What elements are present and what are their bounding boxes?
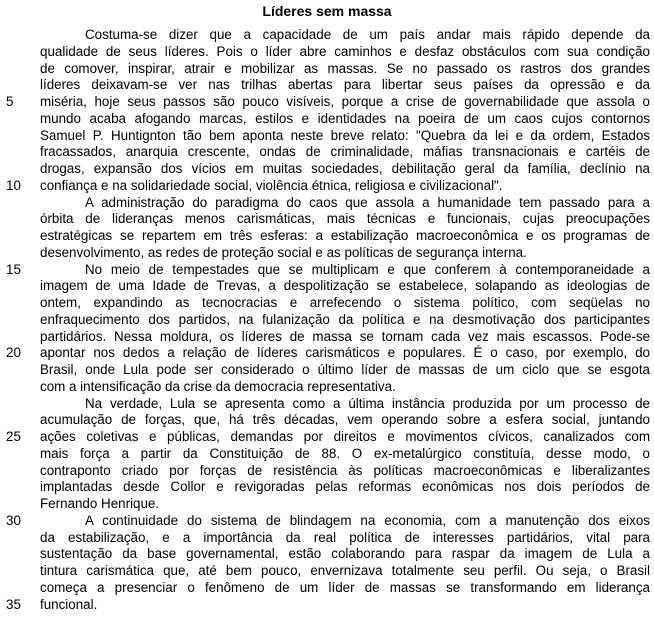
line-text: drogas, expansão dos vícios em muitas sociedades, debilitação geral da família, declínio na [40,161,650,176]
line-text: funcional. [40,596,98,612]
text-line [0,77,654,94]
line-text: líderes deixavam-se ver nas trilhas abertas para libertar seus países da opressão e da [40,77,650,93]
line-number: 10 [6,177,21,193]
text-line [0,513,654,530]
text-line [0,94,654,111]
line-number [0,77,40,94]
line-text: No meio de tempestades que se multiplicam e que conferem à contemporaneidade a [85,261,650,277]
text-line [0,446,654,463]
line-text: mais força a partir da Constituição de 88. O ex-metalúrgico constituía, desse modo, o [40,445,650,461]
text-line [0,329,654,346]
text-line [0,278,654,295]
line-text: estratégicas se repartem em três esferas: a estabilização macroeconômica e os programas de [40,228,650,243]
line-text: miséria, hoje seus passos são pouco visíveis, porque a crise de governabilidade que assola o [40,94,650,109]
text-line [0,228,654,245]
line-text: Brasil, onde Lula pode ser considerado o último líder de massas de um ciclo que se esgota [40,362,650,377]
line-number [0,211,40,228]
text-line [0,295,654,312]
text-line [0,44,654,61]
line-text: tintura carismática que, até bem pouco, envernizava totalmente seu perfil. Ou seja, o Brasil [40,563,650,578]
text-line [0,396,654,413]
line-number [0,128,40,145]
line-text: contraponto criado por forças de resistência às políticas macroeconômicas e liberalizantes [40,462,650,478]
line-text: da estabilização, e a importância da real política de interesses partidários, vital para [40,529,650,545]
line-text: Costuma-se dizer que a capacidade de um país andar mais rápido depende da [85,27,650,42]
text-line [0,61,654,78]
line-number [0,362,40,379]
line-number: 25 [6,429,21,444]
line-text: com a intensificação da crise da democracia representativa. [40,378,396,394]
text-body [0,27,654,613]
line-number [0,144,40,161]
text-line [0,379,654,396]
line-number: 35 [6,596,21,612]
line-text: ontem, expandindo as tecnocracias e arrefecendo o sistema político, com seqüelas no [40,295,650,310]
text-line [0,580,654,597]
line-number [0,379,40,396]
text-line [0,128,654,145]
line-number [0,396,40,413]
line-number [0,496,40,513]
line-number [0,245,40,262]
text-line [0,496,654,513]
line-number [0,195,40,212]
line-text: qualidade de seus líderes. Pois o líder abre caminhos e desfaz obstáculos com sua condição [40,43,650,59]
line-text: confiança e na solidariedade social, violência étnica, religiosa e civilizacional". [40,177,503,193]
text-line [0,463,654,480]
line-text: enfraquecimento dos partidos, na fulanização da política e na desmotivação dos participantes [40,311,650,327]
line-number [0,44,40,61]
text-line [0,245,654,262]
line-number [0,446,40,463]
line-number [0,479,40,496]
line-number [0,111,40,128]
line-number [0,27,40,44]
line-text: A administração do paradigma do caos que assola a humanidade tem passado para a [85,194,650,210]
line-number: 5 [6,94,14,109]
line-text: Fernando Henrique. [40,496,160,511]
line-text: sustentação da base governamental, estão colaborando para raspar da imagem de Lula a [40,546,650,562]
text-line [0,479,654,496]
line-number: 30 [6,512,21,528]
line-number [0,563,40,580]
text-line [0,312,654,329]
line-text: desenvolvimento, as redes de proteção social e as políticas de segurança interna. [40,244,527,260]
text-line [0,161,654,178]
line-text: implantadas desde Collor e revigoradas pelas reformas econômicas nos dois períodos de [40,479,650,495]
line-text: A continuidade do sistema de blindagem na economia, com a manutenção dos eixos [85,512,650,528]
line-text: ações coletivas e públicas, demandas por direitos e movimentos cívicos, canalizados com [40,429,650,444]
text-line [0,429,654,446]
text-line [0,362,654,379]
text-line [0,27,654,44]
line-number [0,295,40,312]
line-text: partidários. Nessa moldura, os líderes de massa se tornam cada vez mais escassos. Pode-se [40,328,650,344]
line-number [0,161,40,178]
line-text: Samuel P. Huntignton tão bem aponta neste breve relato: "Quebra da lei e da ordem, Estados [40,127,650,143]
text-line [0,563,654,580]
line-text: começa a presenciar o fenômeno de um líder de massas se transformando em liderança [40,579,650,595]
line-text: imagem de uma Idade de Trevas, a despolitização se estabelece, solapando as ideologias de [40,278,650,294]
line-number [0,228,40,245]
line-number [0,329,40,346]
line-number: 20 [6,345,21,361]
line-text: apontar nos dedos a relação de líderes carismáticos e populares. É o caso, por exemplo, do [40,345,650,361]
line-number [0,412,40,429]
text-line [0,597,654,614]
line-text: fracassados, anarquia crescente, ondas de criminalidade, máfias transnacionais e cartéis de [40,144,650,160]
line-number [0,546,40,563]
line-number [0,61,40,78]
text-line [0,530,654,547]
text-line [0,412,654,429]
text-line [0,111,654,128]
text-line [0,195,654,212]
line-number [0,278,40,295]
line-text: mundo acaba afogando marcas, estilos e identidades na poeira de um caos cujos contornos [40,110,650,126]
line-number [0,312,40,329]
line-text: órbita de lideranças menos carismáticas, mais técnicas e funcionais, cujas preocupações [40,211,650,227]
text-line [0,345,654,362]
text-line [0,211,654,228]
line-text: acumulação de forças, que, há três décadas, vem operando sobre a esfera social, juntando [40,412,650,428]
line-number [0,463,40,480]
text-line [0,546,654,563]
text-line [0,262,654,279]
line-text: de comover, inspirar, atrair e mobilizar as massas. Se no passado os rastros dos grandes [40,60,650,76]
text-line [0,144,654,161]
line-number [0,580,40,597]
line-number [0,530,40,547]
line-number: 15 [6,261,21,277]
document-title: Líderes sem massa [262,3,392,19]
text-line [0,178,654,195]
line-text: Na verdade, Lula se apresenta como a última instância produzida por um processo de [85,395,650,411]
